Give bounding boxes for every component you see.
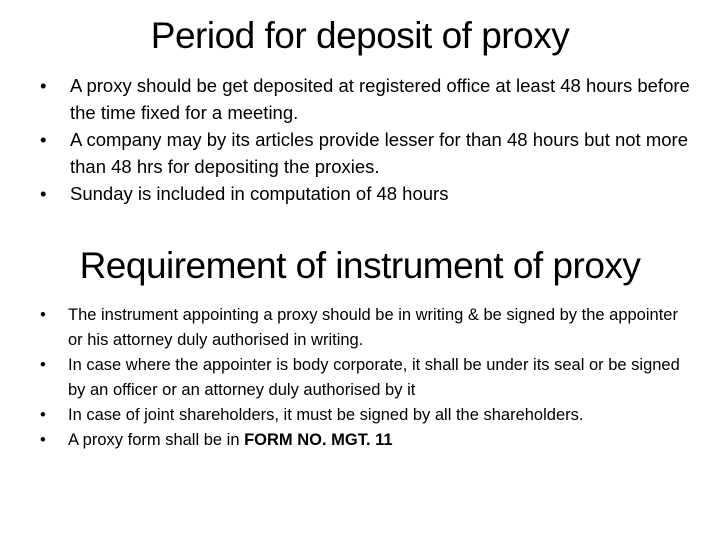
bullet-icon: •	[40, 75, 47, 96]
list-item-text: The instrument appointing a proxy should be in writing & be signed by the appointer or his attorney duly authorised in writing.	[68, 306, 678, 349]
form-number-text: FORM NO. MGT. 11	[244, 431, 393, 449]
list-item	[40, 403, 680, 428]
list-item-text: A company may by its articles provide lesser for than 48 hours but not more than 48 hrs for depositing the proxies.	[70, 129, 688, 177]
bullet-icon: •	[40, 129, 47, 150]
bullet-icon: •	[40, 356, 46, 374]
deposit-period-list	[40, 72, 700, 207]
list-item-text: A proxy should be get deposited at registered office at least 48 hours before the time fixed for a meeting.	[70, 75, 690, 123]
section-title-instrument-requirement: Requirement of instrument of proxy	[79, 245, 641, 286]
instrument-requirement-list	[40, 303, 680, 453]
list-item	[40, 353, 680, 403]
bullet-icon: •	[40, 406, 46, 424]
list-item-text: A proxy form shall be in	[68, 431, 240, 449]
list-item-text: Sunday is included in computation of 48 hours	[70, 183, 449, 204]
list-item	[40, 303, 680, 353]
bullet-icon: •	[40, 306, 46, 324]
list-item	[40, 126, 700, 180]
list-item	[40, 180, 700, 207]
list-item-text: In case of joint shareholders, it must be signed by all the shareholders.	[68, 406, 584, 424]
bullet-icon: •	[40, 431, 46, 449]
section-title-deposit-period: Period for deposit of proxy	[150, 15, 570, 56]
list-item	[40, 72, 700, 126]
list-item	[40, 428, 680, 453]
list-item-text: In case where the appointer is body corporate, it shall be under its seal or be signed by an officer or an attorney duly authorised by it	[68, 356, 680, 399]
bullet-icon: •	[40, 183, 47, 204]
